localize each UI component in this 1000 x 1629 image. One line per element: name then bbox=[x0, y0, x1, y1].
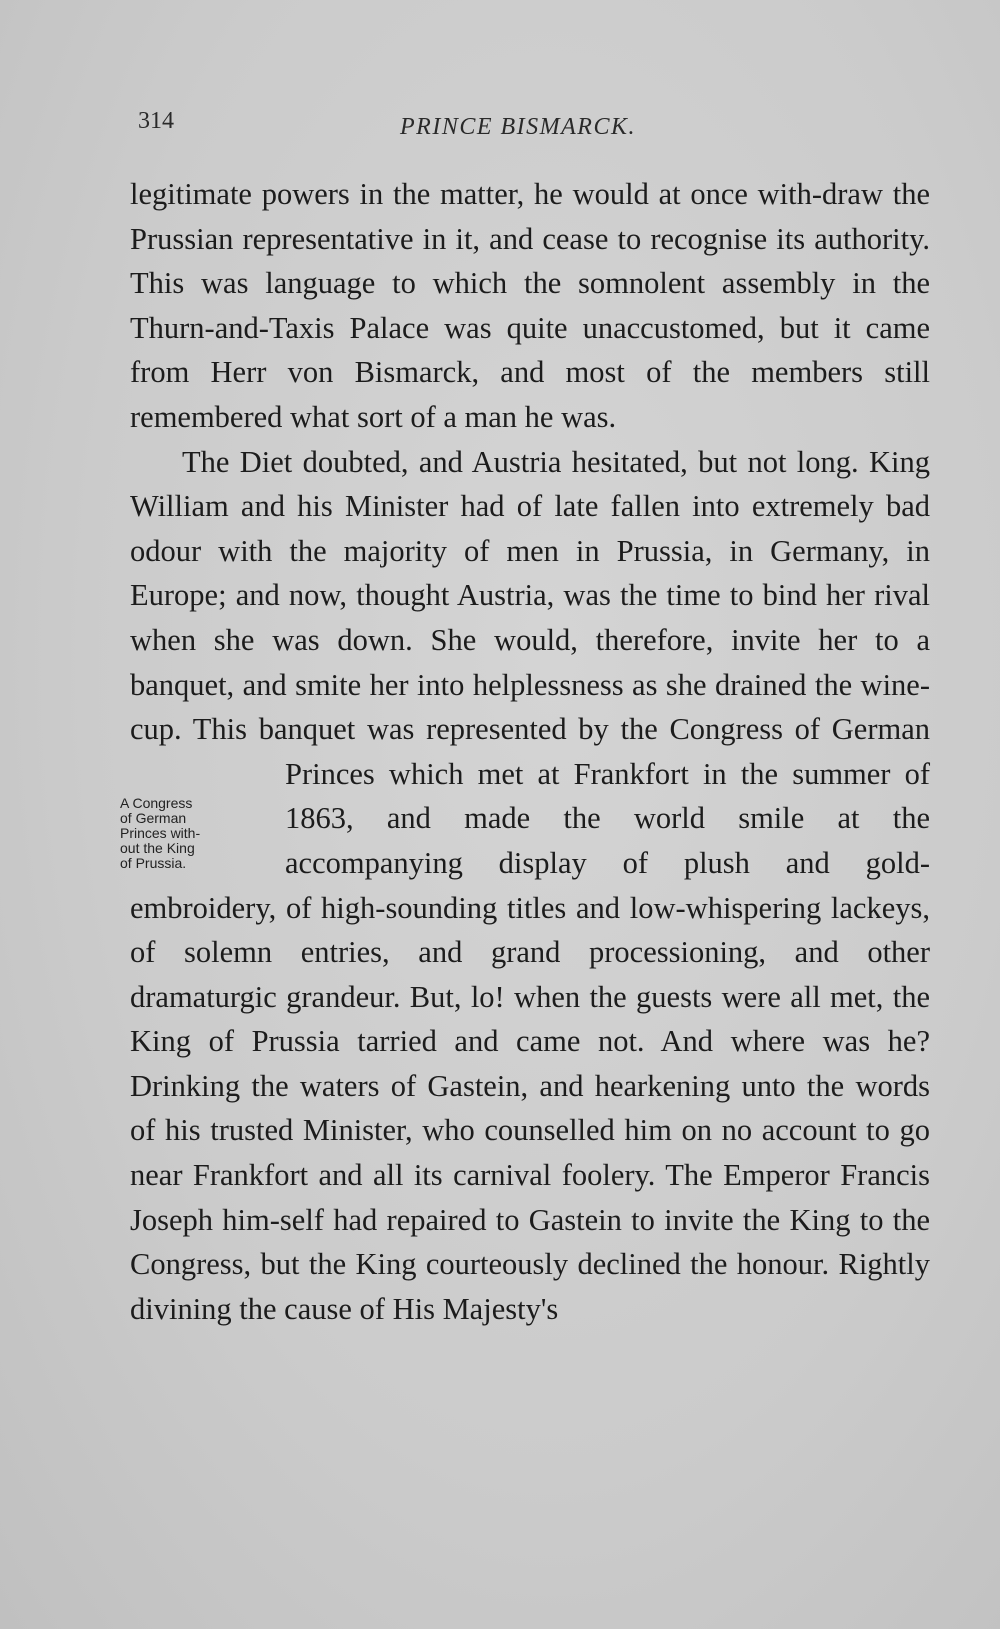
margin-note-line-3: Princes with- bbox=[120, 824, 201, 841]
margin-note-line-1: A Congress bbox=[120, 794, 193, 811]
margin-note-line-4: out the King bbox=[120, 839, 195, 856]
paragraph-2-part-b: German Princes which met at Frankfort in the summer of 1863, and made the world smile at the accompanying display of plush and gold-embroidery, of high-sounding titles and low-whispering lackeys, of solemn entries, and grand processioning, and other dramaturgic grandeur. But, lo! when the guests were all met, the King of Prussia tarried and came not. And where was he? Drinking the waters of Gastein, and hearkening unto the words of his trusted Minister, who counselled him on no account to go near Frankfort and all its carnival foolery. The Emperor Francis Joseph him-self had repaired to Gastein to invite the King to the Congress, but the King courteously declined the honour. Rightly divining the cause of His Majesty's bbox=[130, 712, 930, 1326]
paragraph-2-part-a: The Diet doubted, and Austria hesitated, but not long. King William and his Minister had of late fallen into extremely bad odour with the majority of men in Prussia, in Germany, in Europe; and now, thought Austria, was the time to bind her rival when she was down. She would, therefore, invite her to a banquet, and smite her into helplessness as she drained the wine-cup. This banquet was represented by the Congress of bbox=[130, 444, 930, 747]
margin-note bbox=[120, 796, 285, 871]
page-number: 314 bbox=[138, 108, 174, 134]
paragraph-1: legitimate powers in the matter, he would at once with-draw the Prussian representative in it, and cease to recognise its authority. This was language to which the somnolent assembly in the Thurn-and-Taxis Palace was quite unaccustomed, but it came from Herr von Bismarck, and most of the members still remembered what sort of a man he was. bbox=[130, 177, 930, 434]
margin-note-line-5: of Prussia. bbox=[120, 854, 187, 871]
running-title: PRINCE BISMARCK. bbox=[400, 114, 636, 140]
paragraph-2 bbox=[120, 440, 930, 1332]
margin-note-line-2: of German bbox=[120, 809, 187, 826]
page-header bbox=[138, 100, 938, 140]
body-text bbox=[120, 172, 930, 1331]
